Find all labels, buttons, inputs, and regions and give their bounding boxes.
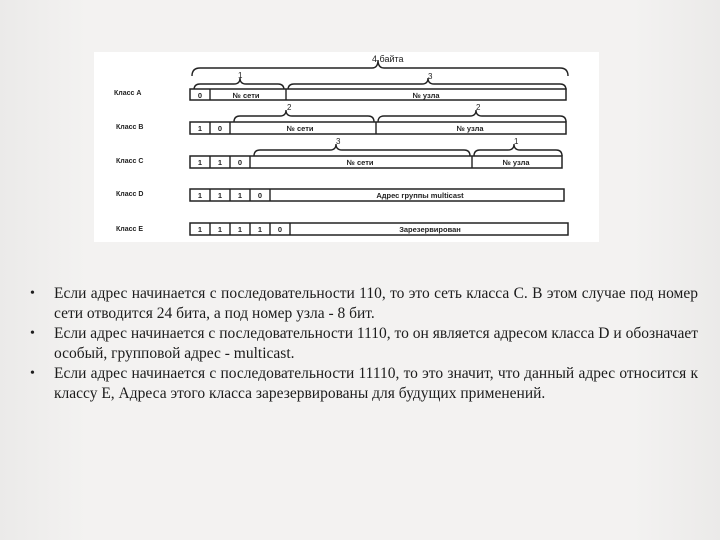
- class-a-net-count: 1: [238, 71, 243, 80]
- class-c-bit-3: 0: [237, 158, 243, 167]
- class-b-address-bar: [190, 122, 566, 134]
- class-c-net-brace: [254, 144, 470, 156]
- bullet-list: [28, 284, 698, 404]
- ip-address-classes-figure: [94, 52, 599, 242]
- bullet-marker: •: [30, 286, 35, 301]
- class-e-address-bar: [190, 223, 568, 235]
- class-c-net-label: № сети: [346, 158, 374, 167]
- class-c-host-count: 1: [514, 137, 519, 146]
- class-e-bit-3: 1: [237, 225, 243, 234]
- address-classes-diagram: [94, 52, 599, 242]
- class-c-bit-2: 1: [217, 158, 223, 167]
- class-b-bit-2: 0: [217, 124, 223, 133]
- bullet-text: Если адрес начинается с последовательности 11110, то это значит, что данный адрес относится к классу Е, Адреса этого класса зарезервированы для будущих применений.: [54, 365, 698, 402]
- class-b-bit-1: 1: [197, 124, 203, 133]
- class-a-net-label: № сети: [232, 91, 260, 100]
- class-d-bit-3: 1: [237, 191, 243, 200]
- class-d-label: Адрес группы multicast: [376, 191, 464, 200]
- class-e-label: Зарезервирован: [399, 225, 461, 234]
- bullet-text: Если адрес начинается с последовательности 110, то это сеть класса С. В этом случае под номер сети отводится 24 бита, а под номер узла - 8 бит.: [54, 285, 698, 322]
- class-b-host-brace: [378, 110, 566, 122]
- class-d-bit-2: 1: [217, 191, 223, 200]
- class-d-bit-4: 0: [257, 191, 263, 200]
- class-c-bit-1: 1: [197, 158, 203, 167]
- class-b-net-label: № сети: [286, 124, 314, 133]
- class-b-host-label: № узла: [456, 124, 484, 133]
- class-c-host-label: № узла: [502, 158, 530, 167]
- bullet-item-class-d: [28, 324, 698, 364]
- bullet-item-class-e: [28, 364, 698, 404]
- row-label-class-a: Класс A: [114, 90, 142, 97]
- row-label-class-c: Класс C: [116, 158, 144, 165]
- bullet-marker: •: [30, 326, 35, 341]
- class-a-host-brace: [288, 78, 566, 90]
- row-label-class-b: Класс B: [116, 124, 144, 131]
- class-c-net-count: 3: [336, 137, 341, 146]
- row-label-class-d: Класс D: [116, 191, 144, 198]
- class-e-bit-5: 0: [277, 225, 283, 234]
- class-b-net-brace: [234, 110, 374, 122]
- class-b-host-count: 2: [476, 103, 481, 112]
- bullet-marker: •: [30, 366, 35, 381]
- bullet-text: Если адрес начинается с последовательности 1110, то он является адресом класса D и обозначает особый, групповой адрес - multicast.: [54, 325, 698, 362]
- class-d-bit-1: 1: [197, 191, 203, 200]
- class-e-bit-4: 1: [257, 225, 263, 234]
- class-a-bit-1: 0: [197, 91, 203, 100]
- row-label-class-e: Класс E: [116, 226, 144, 233]
- class-e-bit-2: 1: [217, 225, 223, 234]
- class-a-host-count: 3: [428, 72, 433, 81]
- total-bytes-label: 4 байта: [372, 54, 404, 64]
- class-a-host-label: № узла: [412, 91, 440, 100]
- class-b-net-count: 2: [287, 103, 292, 112]
- class-e-bit-1: 1: [197, 225, 203, 234]
- bullet-item-class-c: [28, 284, 698, 324]
